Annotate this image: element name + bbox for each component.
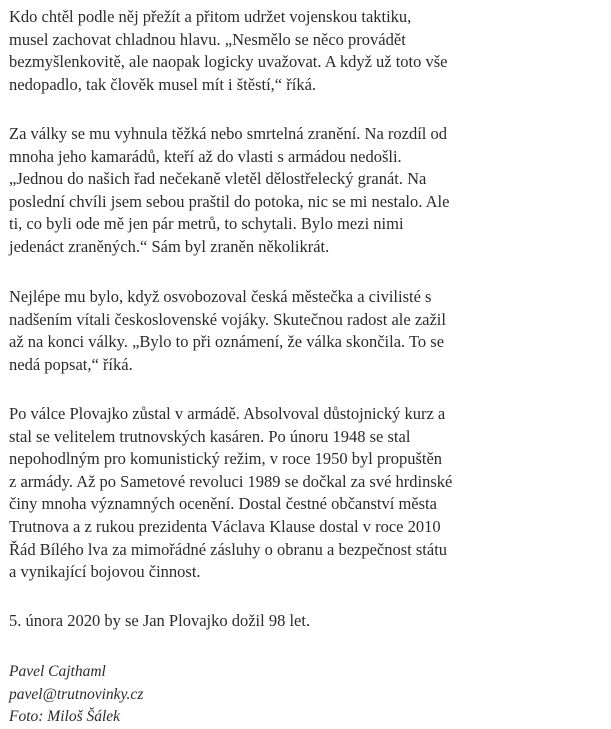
article-paragraph xyxy=(9,6,448,96)
paragraph-line: Řád Bílého lva za mimořádné zásluhy o obranu a bezpečnost státu xyxy=(9,539,448,559)
paragraph-line: musel zachovat chladnou hlavu. „Nesmělo se něco provádět xyxy=(9,29,406,49)
paragraph-line: až na konci války. „Bylo to při oznámení, že válka skončila. To se xyxy=(9,332,445,352)
paragraph-line: Nejlépe mu bylo, když osvobozoval česká městečka a civilisté s xyxy=(9,287,432,306)
paragraph-line: a vynikající bojovou činnost. xyxy=(9,562,201,582)
paragraph-line: nadšením vítali československé vojáky. Skutečnou radost ale zažil xyxy=(9,309,446,329)
paragraph-line: Po válce Plovajko zůstal v armádě. Absolvoval důstojnický kurz a xyxy=(9,404,446,423)
article-signature xyxy=(9,661,143,729)
article-paragraph xyxy=(9,286,446,376)
author-name: Pavel Cajthaml xyxy=(9,663,106,680)
paragraph-line: z armády. Až po Sametové revoluci 1989 se dočkal za své hrdinské xyxy=(9,471,453,491)
paragraph-line: nepohodlným pro komunistický režim, v roce 1950 byl propuštěn xyxy=(9,449,443,469)
paragraph-line: mnoha jeho kamarádů, kteří až do vlasti s armádou nedošli. xyxy=(9,146,402,166)
paragraph-line: stal se velitelem trutnovských kasáren. Po únoru 1948 se stal xyxy=(9,426,411,446)
article-paragraph xyxy=(9,610,310,633)
paragraph-line: 5. února 2020 by se Jan Plovajko dožil 98 let. xyxy=(9,611,311,630)
paragraph-line: činy mnoha významných ocenění. Dostal čestné občanství města xyxy=(9,494,437,514)
paragraph-line: nedopadlo, tak člověk musel mít i štěstí,“ říká. xyxy=(9,74,317,94)
paragraph-line: poslední chvíli jsem sebou praštil do potoka, nic se mi nestalo. Ale xyxy=(9,191,450,211)
paragraph-line: nedá popsat,“ říká. xyxy=(9,354,133,374)
photo-credit: Foto: Miloš Šálek xyxy=(9,708,121,726)
author-email: pavel@trutnovinky.cz xyxy=(9,685,144,703)
article-paragraph xyxy=(9,403,452,584)
paragraph-line: Kdo chtěl podle něj přežít a přitom udržet vojenskou taktiku, xyxy=(9,7,412,26)
article-paragraph xyxy=(9,123,449,259)
paragraph-line: bezmyšlenkovitě, ale naopak logicky uvažovat. A když už toto vše xyxy=(9,52,448,72)
paragraph-line: Za války se mu vyhnula těžká nebo smrtelná zranění. Na rozdíl od xyxy=(9,124,448,143)
paragraph-line: Trutnova a z rukou prezidenta Václava Klause dostal v roce 2010 xyxy=(9,516,441,536)
paragraph-line: jedenáct zraněných.“ Sám byl zraněn několikrát. xyxy=(9,236,330,256)
paragraph-line: ti, co byli ode mě jen pár metrů, to schytali. Bylo mezi nimi xyxy=(9,214,404,234)
paragraph-line: „Jednou do našich řad nečekaně vletěl dělostřelecký granát. Na xyxy=(9,169,427,189)
